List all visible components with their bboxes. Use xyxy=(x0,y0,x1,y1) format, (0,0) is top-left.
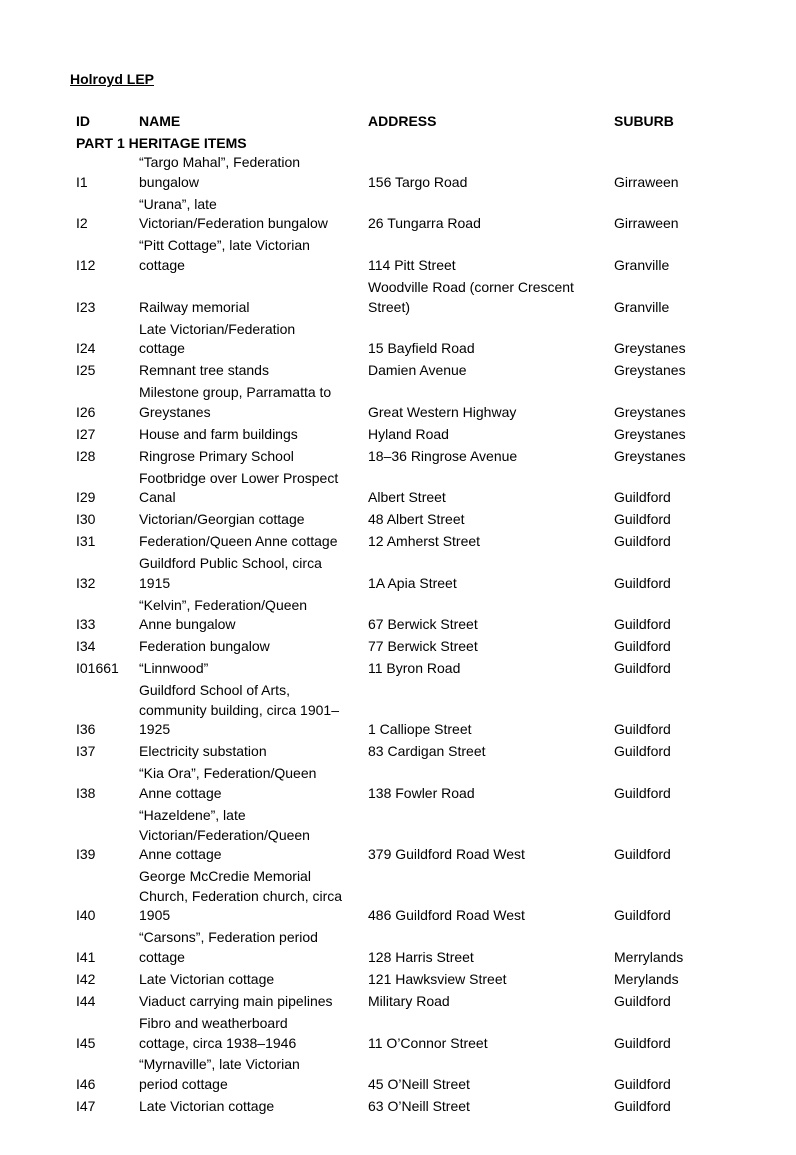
cell-name xyxy=(139,637,368,657)
cell-id: I41 xyxy=(76,948,96,965)
cell-name xyxy=(139,806,368,865)
cell-suburb: Greystanes xyxy=(614,403,686,420)
table-row xyxy=(76,383,776,422)
table-row xyxy=(76,992,776,1012)
table-row xyxy=(76,1014,776,1053)
cell-name-line: Railway memorial xyxy=(139,298,250,315)
cell-name-line: cottage xyxy=(139,948,185,965)
cell-address-line: 121 Hawksview Street xyxy=(368,970,507,987)
cell-name xyxy=(139,510,368,530)
cell-name xyxy=(139,298,368,318)
cell-address-line: 128 Harris Street xyxy=(368,948,474,965)
cell-suburb: Guildford xyxy=(614,1034,671,1051)
table-row xyxy=(76,970,776,990)
cell-address-line: 114 Pitt Street xyxy=(368,256,456,273)
cell-name xyxy=(139,928,368,967)
cell-suburb: Guildford xyxy=(614,574,671,591)
cell-name-line: “Kia Ora”, Federation/Queen xyxy=(139,765,317,782)
header-suburb: SUBURB xyxy=(614,113,674,129)
cell-address-line: Woodville Road (corner Crescent xyxy=(368,278,574,295)
cell-suburb: Greystanes xyxy=(614,425,686,442)
cell-suburb: Guildford xyxy=(614,616,671,633)
cell-name-line: community building, circa 1901– xyxy=(139,701,339,718)
cell-name xyxy=(139,867,368,926)
cell-id: I44 xyxy=(76,992,96,1009)
cell-id: I42 xyxy=(76,970,96,987)
cell-address xyxy=(368,906,614,926)
cell-id: I12 xyxy=(76,256,96,273)
cell-suburb: Girraween xyxy=(614,215,679,232)
cell-name-line: Victorian/Georgian cottage xyxy=(139,511,305,528)
cell-name xyxy=(139,236,368,275)
cell-address xyxy=(368,1034,614,1054)
cell-name-line: “Targo Mahal”, Federation xyxy=(139,154,301,171)
cell-name xyxy=(139,742,368,762)
cell-suburb: Girraween xyxy=(614,173,679,190)
cell-name-line: Anne cottage xyxy=(139,846,222,863)
cell-address xyxy=(368,447,614,467)
cell-id: I29 xyxy=(76,489,96,506)
cell-address-line: 379 Guildford Road West xyxy=(368,846,525,863)
cell-name-line: Ringrose Primary School xyxy=(139,447,294,464)
cell-address xyxy=(368,1097,614,1117)
cell-address-line: Street) xyxy=(368,298,411,315)
cell-address xyxy=(368,659,614,679)
cell-address-line: Albert Street xyxy=(368,489,446,506)
cell-name-line: bungalow xyxy=(139,173,199,190)
cell-address-line: 1 Calliope Street xyxy=(368,721,472,738)
cell-name-line: 1905 xyxy=(139,907,171,924)
cell-name-line: “Carsons”, Federation period xyxy=(139,929,318,946)
cell-name xyxy=(139,1014,368,1053)
cell-name-line: Federation bungalow xyxy=(139,638,270,655)
cell-suburb: Guildford xyxy=(614,489,671,506)
cell-suburb: Guildford xyxy=(614,743,671,760)
cell-suburb: Guildford xyxy=(614,660,671,677)
table-row xyxy=(76,742,776,762)
table-row xyxy=(76,928,776,967)
table-row xyxy=(76,447,776,467)
table-row xyxy=(76,659,776,679)
cell-address-line: 15 Bayfield Road xyxy=(368,340,475,357)
cell-name-line: 1925 xyxy=(139,721,171,738)
cell-suburb: Greystanes xyxy=(614,362,686,379)
cell-address xyxy=(368,992,614,1012)
cell-address xyxy=(368,214,614,234)
cell-name-line: “Linnwood” xyxy=(139,660,209,677)
cell-name xyxy=(139,532,368,552)
cell-name-line: Guildford Public School, circa xyxy=(139,555,322,572)
cell-address xyxy=(368,403,614,423)
table-row xyxy=(76,806,776,865)
cell-name-line: “Myrnaville”, late Victorian xyxy=(139,1056,300,1073)
table-row xyxy=(76,1055,776,1094)
cell-address-line: 12 Amherst Street xyxy=(368,533,481,550)
cell-id: I37 xyxy=(76,743,96,760)
cell-id: I1 xyxy=(76,173,88,190)
cell-address-line: Damien Avenue xyxy=(368,362,467,379)
cell-suburb: Greystanes xyxy=(614,340,686,357)
cell-name xyxy=(139,992,368,1012)
table-row xyxy=(76,361,776,381)
cell-name-line: Victorian/Federation bungalow xyxy=(139,215,328,232)
cell-address-line: 138 Fowler Road xyxy=(368,785,475,802)
cell-suburb: Guildford xyxy=(614,533,671,550)
cell-id: I28 xyxy=(76,447,96,464)
cell-address xyxy=(368,510,614,530)
cell-suburb: Guildford xyxy=(614,785,671,802)
cell-address xyxy=(368,742,614,762)
cell-address-line: 83 Cardigan Street xyxy=(368,743,486,760)
cell-name xyxy=(139,764,368,803)
cell-id: I2 xyxy=(76,215,88,232)
table-row xyxy=(76,195,776,234)
header-address: ADDRESS xyxy=(368,113,437,129)
cell-name-line: George McCredie Memorial xyxy=(139,868,311,885)
cell-name xyxy=(139,554,368,593)
cell-name-line: “Hazeldene”, late xyxy=(139,807,246,824)
cell-name-line: Greystanes xyxy=(139,403,211,420)
cell-id: I38 xyxy=(76,785,96,802)
cell-name xyxy=(139,469,368,508)
table-row xyxy=(76,532,776,552)
cell-name-line: Anne bungalow xyxy=(139,616,236,633)
cell-address-line: 486 Guildford Road West xyxy=(368,907,525,924)
table-row xyxy=(76,596,776,635)
cell-name xyxy=(139,1055,368,1094)
table-row xyxy=(76,320,776,359)
cell-address xyxy=(368,488,614,508)
table-row xyxy=(76,681,776,740)
cell-address-line: 26 Tungarra Road xyxy=(368,215,481,232)
cell-suburb: Granville xyxy=(614,256,670,273)
cell-name xyxy=(139,596,368,635)
cell-name-line: Fibro and weatherboard xyxy=(139,1014,288,1031)
cell-name-line: Late Victorian cottage xyxy=(139,970,275,987)
cell-address xyxy=(368,173,614,193)
cell-name-line: Late Victorian cottage xyxy=(139,1098,275,1115)
cell-address xyxy=(368,948,614,968)
cell-name xyxy=(139,659,368,679)
cell-id: I27 xyxy=(76,425,96,442)
cell-suburb: Greystanes xyxy=(614,447,686,464)
table-header-row xyxy=(76,112,776,132)
cell-address-line: 1A Apia Street xyxy=(368,574,457,591)
cell-suburb: Guildford xyxy=(614,638,671,655)
cell-name xyxy=(139,195,368,234)
cell-id: I33 xyxy=(76,616,96,633)
cell-name-line: Canal xyxy=(139,489,176,506)
table-row xyxy=(76,637,776,657)
cell-name-line: Anne cottage xyxy=(139,785,222,802)
table-row xyxy=(76,554,776,593)
cell-name-line: Footbridge over Lower Prospect xyxy=(139,469,339,486)
cell-name-line: “Pitt Cottage”, late Victorian xyxy=(139,237,310,254)
cell-name-line: cottage, circa 1938–1946 xyxy=(139,1034,297,1051)
cell-suburb: Merylands xyxy=(614,970,679,987)
cell-address-line: Military Road xyxy=(368,992,450,1009)
cell-address xyxy=(368,361,614,381)
table-row xyxy=(76,764,776,803)
cell-name-line: House and farm buildings xyxy=(139,425,298,442)
cell-name-line: cottage xyxy=(139,340,185,357)
cell-name xyxy=(139,681,368,740)
cell-id: I31 xyxy=(76,533,96,550)
cell-address xyxy=(368,784,614,804)
cell-address xyxy=(368,574,614,594)
table-row xyxy=(76,1097,776,1117)
cell-name-line: period cottage xyxy=(139,1076,228,1093)
cell-suburb: Guildford xyxy=(614,721,671,738)
cell-address-line: 63 O’Neill Street xyxy=(368,1098,470,1115)
cell-address xyxy=(368,532,614,552)
cell-name-line: Viaduct carrying main pipelines xyxy=(139,992,333,1009)
cell-suburb: Guildford xyxy=(614,511,671,528)
cell-id: I46 xyxy=(76,1076,96,1093)
cell-address xyxy=(368,845,614,865)
cell-id: I34 xyxy=(76,638,96,655)
cell-address xyxy=(368,256,614,276)
cell-name-line: Electricity substation xyxy=(139,743,267,760)
cell-id: I36 xyxy=(76,721,96,738)
cell-name-line: cottage xyxy=(139,256,185,273)
cell-address xyxy=(368,615,614,635)
cell-suburb: Guildford xyxy=(614,846,671,863)
table-row xyxy=(76,867,776,926)
cell-address-line: 156 Targo Road xyxy=(368,173,468,190)
cell-suburb: Guildford xyxy=(614,992,671,1009)
cell-address xyxy=(368,339,614,359)
cell-name xyxy=(139,447,368,467)
cell-address-line: Hyland Road xyxy=(368,425,449,442)
cell-name xyxy=(139,1097,368,1117)
table-row xyxy=(76,153,776,192)
cell-address-line: 45 O’Neill Street xyxy=(368,1076,470,1093)
cell-name xyxy=(139,383,368,422)
table-row xyxy=(76,469,776,508)
cell-name xyxy=(139,320,368,359)
cell-address-line: 11 O’Connor Street xyxy=(368,1034,488,1051)
cell-name-line: “Kelvin”, Federation/Queen xyxy=(139,596,308,613)
cell-address xyxy=(368,278,614,317)
cell-suburb: Merrylands xyxy=(614,948,684,965)
cell-address-line: 67 Berwick Street xyxy=(368,616,478,633)
cell-suburb: Guildford xyxy=(614,907,671,924)
cell-address-line: 18–36 Ringrose Avenue xyxy=(368,447,518,464)
cell-name-line: “Urana”, late xyxy=(139,195,217,212)
cell-address xyxy=(368,970,614,990)
cell-name xyxy=(139,970,368,990)
cell-id: I47 xyxy=(76,1098,96,1115)
cell-id: I26 xyxy=(76,403,96,420)
table-row xyxy=(76,278,776,317)
cell-address xyxy=(368,720,614,740)
cell-address xyxy=(368,637,614,657)
cell-name-line: Federation/Queen Anne cottage xyxy=(139,533,338,550)
cell-address-line: 48 Albert Street xyxy=(368,511,465,528)
table-body xyxy=(76,153,776,1116)
cell-address xyxy=(368,1075,614,1095)
table-row xyxy=(76,510,776,530)
heritage-table xyxy=(76,112,776,1119)
cell-address-line: 77 Berwick Street xyxy=(368,638,478,655)
cell-name-line: Milestone group, Parramatta to xyxy=(139,384,332,401)
cell-id: I39 xyxy=(76,846,96,863)
cell-address xyxy=(368,425,614,445)
cell-address-line: Great Western Highway xyxy=(368,403,517,420)
cell-id: I45 xyxy=(76,1034,96,1051)
header-id: ID xyxy=(76,113,90,129)
cell-name-line: 1915 xyxy=(139,574,171,591)
page-title: Holroyd LEP xyxy=(70,71,155,87)
cell-id: I24 xyxy=(76,340,96,357)
cell-id: I23 xyxy=(76,298,96,315)
cell-name xyxy=(139,153,368,192)
cell-suburb: Guildford xyxy=(614,1098,671,1115)
section-heading: PART 1 HERITAGE ITEMS xyxy=(76,134,247,151)
cell-name-line: Late Victorian/Federation xyxy=(139,320,296,337)
cell-address-line: 11 Byron Road xyxy=(368,660,461,677)
cell-name xyxy=(139,361,368,381)
table-row xyxy=(76,236,776,275)
header-name: NAME xyxy=(139,113,181,129)
cell-id: I30 xyxy=(76,511,96,528)
cell-id: I40 xyxy=(76,907,96,924)
cell-name-line: Guildford School of Arts, xyxy=(139,682,290,699)
cell-name xyxy=(139,425,368,445)
cell-suburb: Granville xyxy=(614,298,670,315)
cell-id: I25 xyxy=(76,362,96,379)
cell-suburb: Guildford xyxy=(614,1076,671,1093)
cell-name-line: Victorian/Federation/Queen xyxy=(139,826,310,843)
cell-id: I32 xyxy=(76,574,96,591)
table-row xyxy=(76,425,776,445)
cell-id: I01661 xyxy=(76,660,119,677)
cell-name-line: Remnant tree stands xyxy=(139,362,269,379)
cell-name-line: Church, Federation church, circa xyxy=(139,887,343,904)
